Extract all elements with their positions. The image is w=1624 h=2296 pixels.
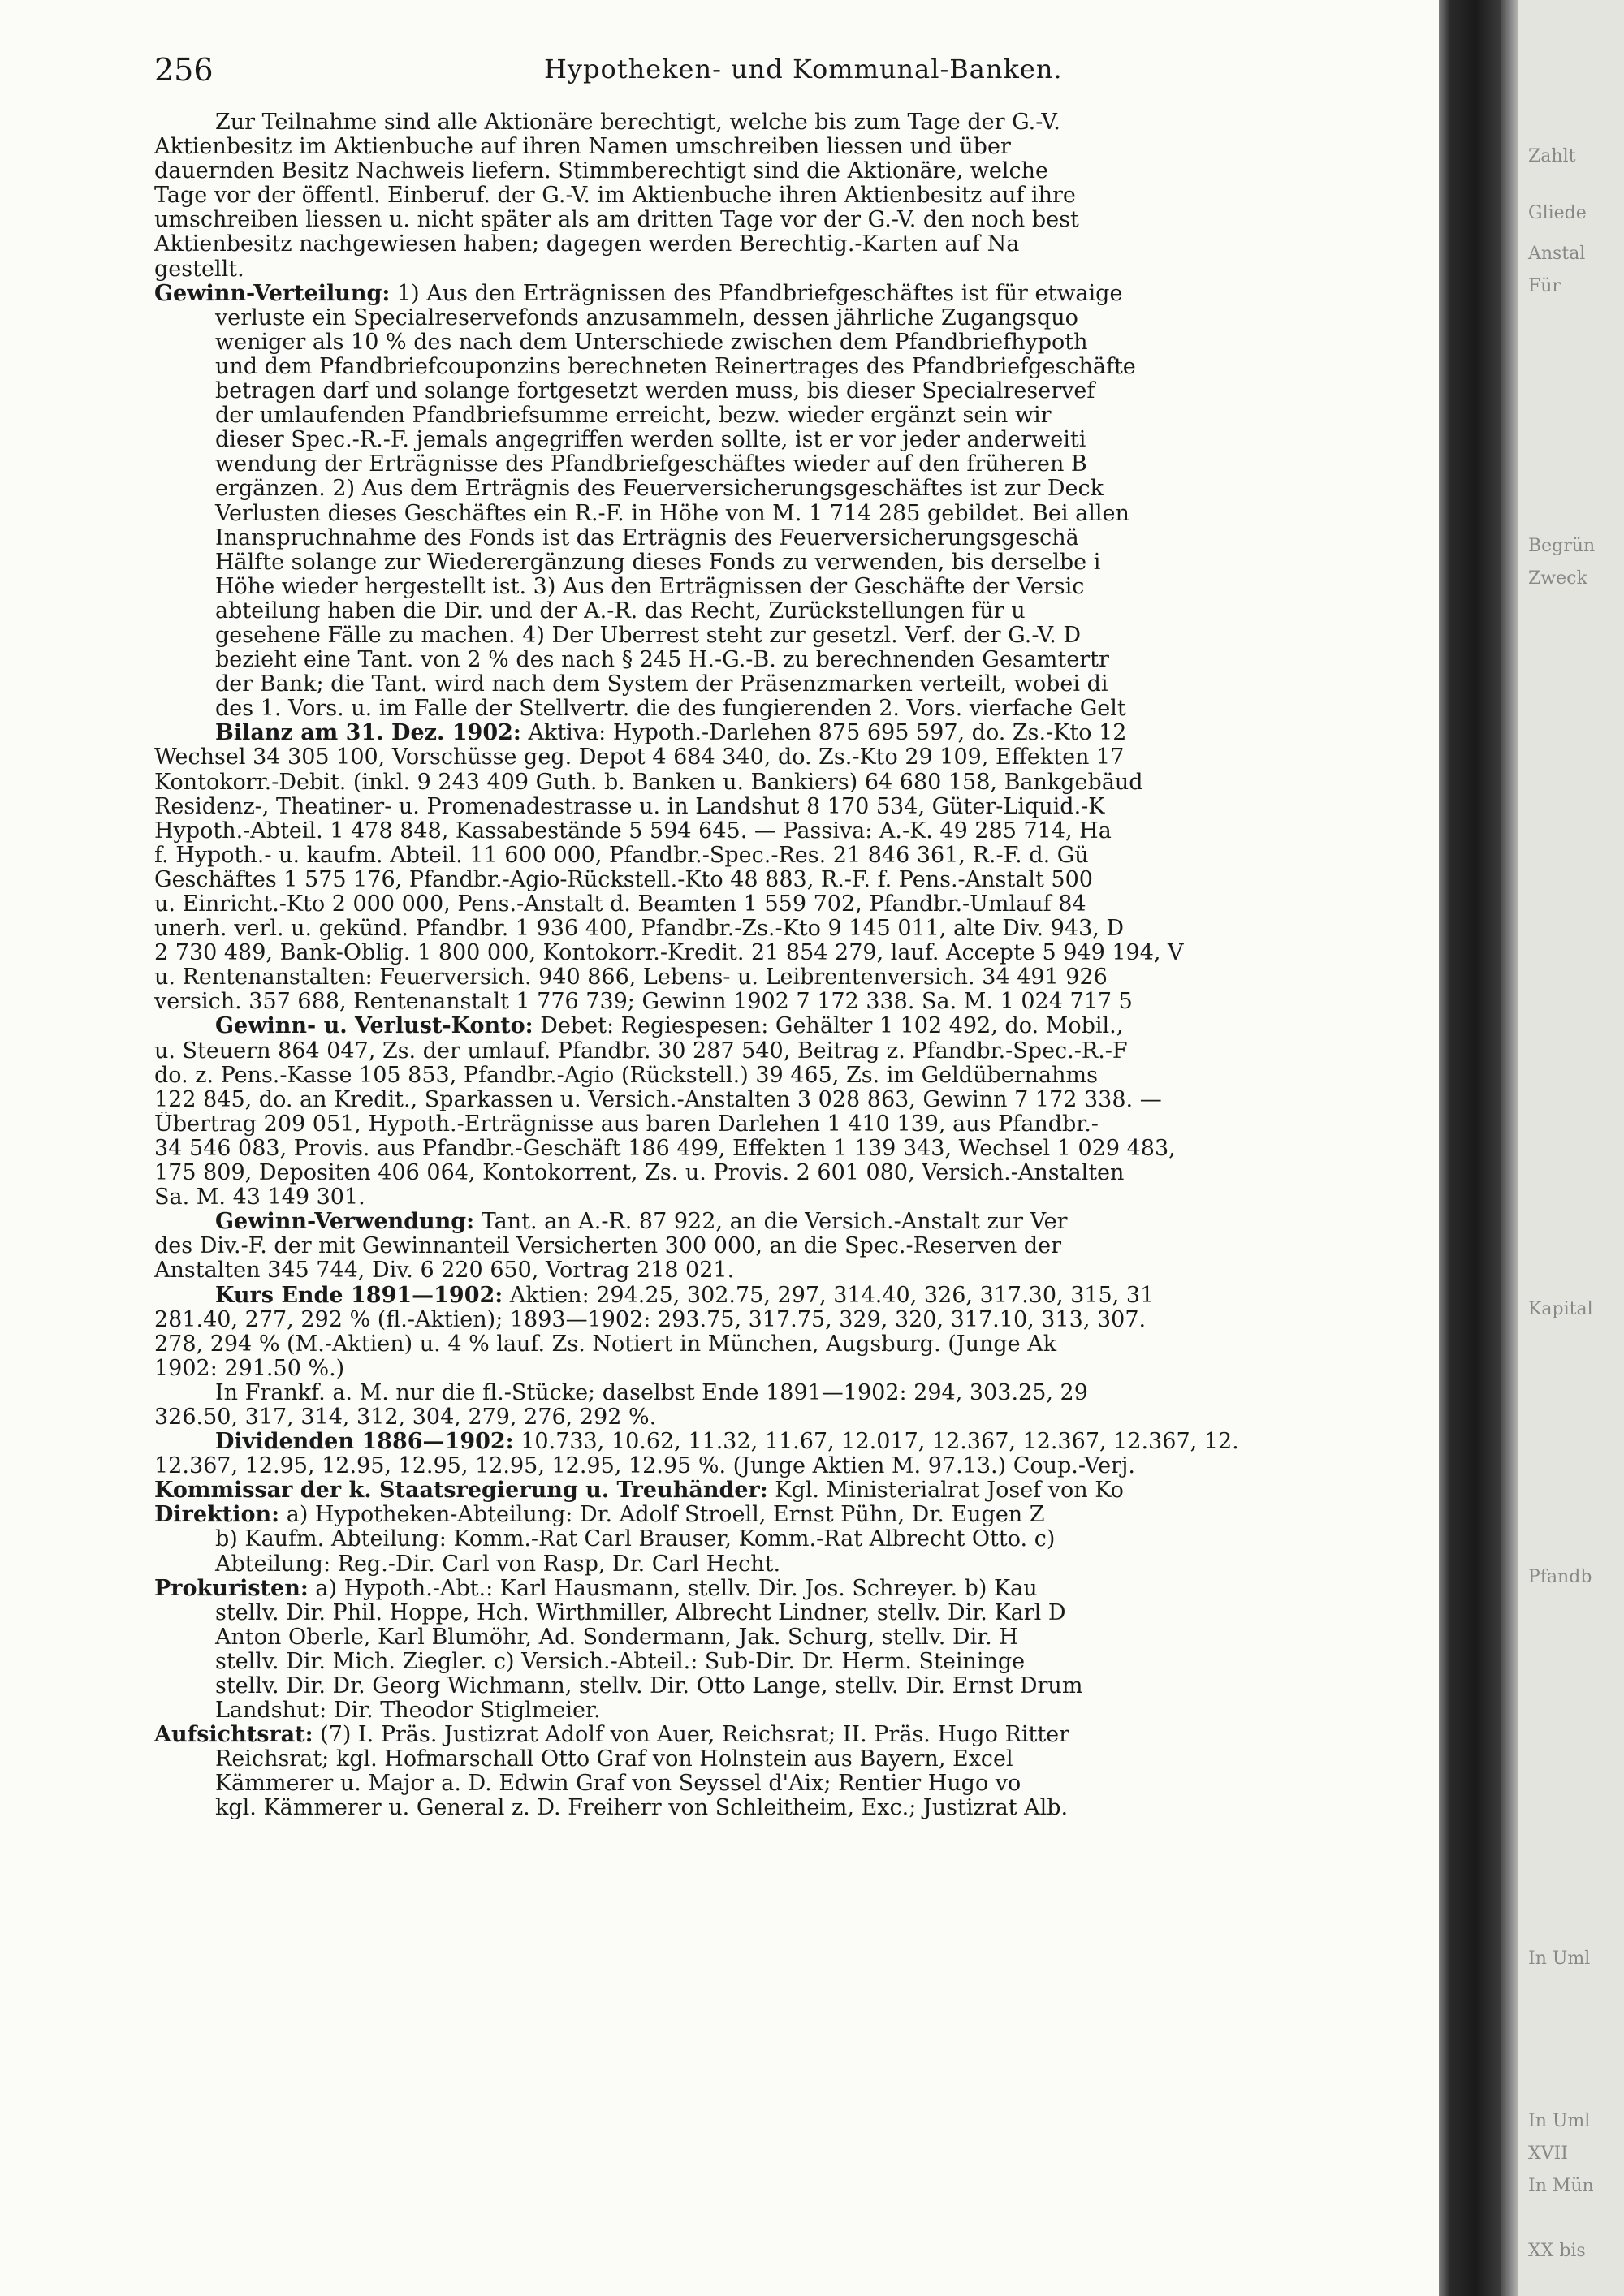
line-text: verluste ein Specialreservefonds anzusammeln, dessen jährliche Zugangsquo	[215, 305, 1078, 330]
text-line	[154, 1381, 1453, 1405]
section-heading: Direktion:	[154, 1503, 280, 1528]
line-text: wendung der Erträgnisse des Pfandbriefgeschäftes wieder auf den früheren B	[215, 452, 1087, 477]
line-text: 2 730 489, Bank-Oblig. 1 800 000, Kontokorr.-Kredit. 21 854 279, lauf. Accepte 5 949 194, V	[154, 941, 1184, 966]
text-line	[154, 917, 1453, 941]
text-line	[154, 1625, 1453, 1650]
text-line	[154, 428, 1453, 452]
text-line	[154, 1185, 1453, 1210]
line-text: gestellt.	[154, 257, 244, 282]
line-text: 326.50, 317, 314, 312, 304, 279, 276, 292 %.	[154, 1405, 657, 1430]
text-line	[154, 1039, 1453, 1064]
text-line	[154, 575, 1453, 599]
line-text: Inanspruchnahme des Fonds ist das Erträgnis des Feuerversicherungsgeschä	[215, 525, 1079, 550]
text-line	[154, 355, 1453, 379]
bleed-fragment: In Uml	[1528, 1949, 1591, 1969]
line-text: Zur Teilnahme sind alle Aktionäre berechtigt, welche bis zum Tage der G.-V.	[215, 110, 1060, 135]
section-heading: Aufsichtsrat:	[154, 1723, 313, 1748]
text-line	[154, 1210, 1453, 1234]
line-text: weniger als 10 % des nach dem Unterschiede zwischen dem Pfandbriefhypoth	[215, 330, 1088, 355]
section-heading: Gewinn- u. Verlust-Konto:	[215, 1014, 533, 1039]
text-line	[154, 1284, 1453, 1308]
paragraph	[154, 282, 1453, 722]
text-line	[154, 306, 1453, 330]
line-text: Kontokorr.-Debit. (inkl. 9 243 409 Guth. b. Banken u. Bankiers) 64 680 158, Bankgebäud	[154, 770, 1143, 795]
line-text: dieser Spec.-R.-F. jemals angegriffen werden sollte, ist er vor jeder anderweiti	[215, 428, 1086, 453]
text-line	[154, 1674, 1453, 1698]
bleed-fragment: In Mün	[1528, 2176, 1594, 2196]
line-text: 12.367, 12.95, 12.95, 12.95, 12.95, 12.95, 12.95 %. (Junge Aktien M. 97.13.) Coup.-Verj.	[154, 1454, 1135, 1479]
line-text: Reichsrat; kgl. Hofmarschall Otto Graf von Holnstein aus Bayern, Excel	[215, 1747, 1013, 1772]
line-text: stellv. Dir. Dr. Georg Wichmann, stellv. Dir. Otto Lange, stellv. Dir. Ernst Drum	[215, 1674, 1083, 1698]
text-line	[154, 1478, 1453, 1503]
page-body	[154, 110, 1453, 1821]
text-line	[154, 404, 1453, 428]
line-text: stellv. Dir. Mich. Ziegler. c) Versich.-Abteil.: Sub-Dir. Dr. Herm. Steininge	[215, 1649, 1026, 1674]
text-line	[154, 1234, 1453, 1258]
text-line	[154, 1527, 1453, 1552]
bleed-fragment: Zahlt	[1528, 146, 1576, 166]
text-line	[154, 208, 1453, 232]
line-text: 1902: 291.50 %.)	[154, 1356, 345, 1381]
text-line	[154, 550, 1453, 575]
line-text: In Frankf. a. M. nur die fl.-Stücke; daselbst Ende 1891—1902: 294, 303.25, 29	[215, 1380, 1088, 1405]
text-line	[154, 1650, 1453, 1674]
line-text: Tant. an A.-R. 87 922, an die Versich.-Anstalt zur Ver	[481, 1210, 1068, 1235]
text-line	[154, 1577, 1453, 1601]
bleed-fragment: XX bis	[1528, 2241, 1586, 2261]
line-text: do. z. Pens.-Kasse 105 853, Pfandbr.-Agio (Rückstell.) 39 465, Zs. im Geldübernahms	[154, 1063, 1098, 1088]
bleed-fragment: Für	[1528, 276, 1561, 296]
line-text: Sa. M. 43 149 301.	[154, 1185, 365, 1211]
text-line	[154, 1357, 1453, 1381]
line-text: u. Einricht.-Kto 2 000 000, Pens.-Anstalt d. Beamten 1 559 702, Pfandbr.-Umlauf 84	[154, 892, 1086, 917]
text-line	[154, 1747, 1453, 1772]
text-line	[154, 257, 1453, 282]
line-text: u. Rentenanstalten: Feuerversich. 940 866, Lebens- u. Leibrentenversich. 34 491 926	[154, 965, 1108, 990]
bleed-fragment: Pfandb	[1528, 1567, 1592, 1587]
line-text: 175 809, Depositen 406 064, Kontokorrent, Zs. u. Provis. 2 601 080, Versich.-Anstalten	[154, 1161, 1125, 1186]
text-line	[154, 1405, 1453, 1430]
text-line	[154, 502, 1453, 526]
paragraph	[154, 1284, 1453, 1381]
paragraph	[154, 1723, 1453, 1820]
text-line	[154, 795, 1453, 819]
line-text: Anstalten 345 744, Div. 6 220 650, Vortrag 218 021.	[154, 1258, 735, 1284]
line-text: Hypoth.-Abteil. 1 478 848, Kassabestände 5 594 645. — Passiva: A.-K. 49 285 714, Ha	[154, 818, 1112, 844]
section-heading: Dividenden 1886—1902:	[215, 1430, 514, 1455]
line-text: 10.733, 10.62, 11.32, 11.67, 12.017, 12.367, 12.367, 12.367, 12.	[520, 1430, 1239, 1455]
line-text: f. Hypoth.- u. kaufm. Abteil. 11 600 000, Pfandbr.-Spec.-Res. 21 846 361, R.-F. d. Gü	[154, 843, 1089, 868]
line-text: Landshut: Dir. Theodor Stiglmeier.	[215, 1698, 601, 1724]
line-text: Hälfte solange zur Wiederergänzung dieses Fonds zu verwenden, bis derselbe i	[215, 550, 1101, 575]
text-line	[154, 379, 1453, 404]
text-line	[154, 135, 1453, 159]
line-text: 278, 294 % (M.-Aktien) u. 4 % lauf. Zs. Notiert in München, Augsburg. (Junge Ak	[154, 1331, 1057, 1357]
text-line	[154, 819, 1453, 844]
section-heading: Prokuristen:	[154, 1576, 309, 1601]
section-heading: Gewinn-Verwendung:	[215, 1210, 475, 1235]
bleed-fragment: Zweck	[1528, 568, 1587, 589]
text-line	[154, 330, 1453, 355]
line-text: (7) I. Präs. Justizrat Adolf von Auer, Reichsrat; II. Präs. Hugo Ritter	[320, 1723, 1070, 1748]
text-line	[154, 1308, 1453, 1332]
text-line	[154, 624, 1453, 648]
line-text: Kämmerer u. Major a. D. Edwin Graf von Seyssel d'Aix; Rentier Hugo vo	[215, 1772, 1021, 1797]
text-line	[154, 110, 1453, 135]
line-text: Tage vor der öffentl. Einberuf. der G.-V. im Aktienbuche ihren Aktienbesitz auf ihre	[154, 183, 1076, 209]
text-line	[154, 1772, 1453, 1796]
text-line	[154, 232, 1453, 257]
line-text: gesehene Fälle zu machen. 4) Der Überrest steht zur gesetzl. Verf. der G.-V. D	[215, 623, 1082, 648]
text-line	[154, 477, 1453, 501]
line-text: stellv. Dir. Phil. Hoppe, Hch. Wirthmiller, Albrecht Lindner, stellv. Dir. Karl D	[215, 1600, 1066, 1625]
line-text: der Bank; die Tant. wird nach dem System der Präsenzmarken verteilt, wobei di	[215, 672, 1108, 697]
line-text: 1) Aus den Erträgnissen des Pfandbriefgeschäftes ist für etwaige	[396, 281, 1123, 306]
text-line	[154, 1430, 1453, 1454]
binding-gutter	[1439, 0, 1501, 2296]
line-text: Residenz-, Theatiner- u. Promenadestrasse u. in Landshut 8 170 534, Güter-Liquid.-K	[154, 794, 1105, 819]
line-text: Abteilung: Reg.-Dir. Carl von Rasp, Dr. Carl Hecht.	[215, 1552, 781, 1577]
line-text: Aktienbesitz im Aktienbuche auf ihren Namen umschreiben liessen und über	[154, 135, 1011, 160]
text-line	[154, 941, 1453, 965]
text-line	[154, 1258, 1453, 1283]
line-text: versich. 357 688, Rentenanstalt 1 776 739; Gewinn 1902 7 172 338. Sa. M. 1 024 717 5	[154, 990, 1133, 1015]
line-text: abteilung haben die Dir. und der A.-R. das Recht, Zurückstellungen für u	[215, 598, 1026, 624]
line-text: der umlaufenden Pfandbriefsumme erreicht, bezw. wieder ergänzt sein wir	[215, 404, 1052, 429]
paragraph	[154, 1381, 1453, 1430]
line-text: a) Hypotheken-Abteilung: Dr. Adolf Stroell, Ernst Pühn, Dr. Eugen Z	[286, 1503, 1045, 1528]
text-line	[154, 1552, 1453, 1577]
text-line	[154, 844, 1453, 868]
text-line	[154, 1014, 1453, 1038]
line-text: Wechsel 34 305 100, Vorschüsse geg. Depot 4 684 340, do. Zs.-Kto 29 109, Effekten 17	[154, 745, 1125, 770]
page-number: 256	[154, 52, 214, 88]
bleed-fragment: In Uml	[1528, 2111, 1591, 2131]
paragraph	[154, 721, 1453, 1014]
line-text: kgl. Kämmerer u. General z. D. Freiherr von Schleitheim, Exc.; Justizrat Alb.	[215, 1796, 1069, 1821]
line-text: Übertrag 209 051, Hypoth.-Erträgnisse aus baren Darlehen 1 410 139, aus Pfandbr.-	[154, 1111, 1099, 1137]
line-text: Aktien: 294.25, 302.75, 297, 314.40, 326, 317.30, 315, 31	[509, 1283, 1155, 1308]
line-text: bezieht eine Tant. von 2 % des nach § 245 H.-G.-B. zu berechnenden Gesamtertr	[215, 648, 1109, 673]
text-line	[154, 1796, 1453, 1820]
line-text: Kgl. Ministerialrat Josef von Ko	[775, 1478, 1124, 1504]
text-line	[154, 1454, 1453, 1478]
line-text: unerh. verl. u. gekünd. Pfandbr. 1 936 400, Pfandbr.-Zs.-Kto 9 145 011, alte Div. 943, D	[154, 917, 1125, 942]
text-line	[154, 672, 1453, 697]
line-text: 34 546 083, Provis. aus Pfandbr.-Geschäft 186 499, Effekten 1 139 343, Wechsel 1 029 483,	[154, 1136, 1176, 1161]
bleed-fragment: Anstal	[1528, 244, 1586, 264]
paragraph	[154, 1014, 1453, 1210]
line-text: ergänzen. 2) Aus dem Erträgnis des Feuerversicherungsgeschäftes ist zur Deck	[215, 477, 1104, 502]
line-text: und dem Pfandbriefcouponzins berechneten Reinertrages des Pfandbriefgeschäfte	[215, 354, 1136, 379]
running-head: Hypotheken- und Kommunal-Banken.	[544, 54, 1063, 84]
text-line	[154, 1332, 1453, 1357]
text-line	[154, 648, 1453, 672]
section-heading: Kommissar der k. Staatsregierung u. Treuhänder:	[154, 1478, 768, 1504]
line-text: b) Kaufm. Abteilung: Komm.-Rat Carl Brauser, Komm.-Rat Albrecht Otto. c)	[215, 1527, 1056, 1552]
text-line	[154, 770, 1453, 795]
line-text: Aktienbesitz nachgewiesen haben; dagegen werden Berechtig.-Karten auf Na	[154, 232, 1020, 257]
facing-page-bleed	[1518, 0, 1624, 2296]
line-text: Höhe wieder hergestellt ist. 3) Aus den Erträgnissen der Geschäfte der Versic	[215, 574, 1085, 599]
bleed-fragment: Gliede	[1528, 203, 1587, 223]
line-text: a) Hypoth.-Abt.: Karl Hausmann, stellv. Dir. Jos. Schreyer. b) Kau	[315, 1576, 1038, 1601]
paragraph	[154, 1577, 1453, 1724]
text-line	[154, 1112, 1453, 1137]
paragraph	[154, 1210, 1453, 1283]
page-header	[154, 52, 1437, 101]
section-heading: Kurs Ende 1891—1902:	[215, 1283, 503, 1308]
line-text: Verlusten dieses Geschäftes ein R.-F. in Höhe von M. 1 714 285 gebildet. Bei allen	[215, 501, 1129, 526]
text-line	[154, 1161, 1453, 1185]
line-text: des 1. Vors. u. im Falle der Stellvertr. die des fungierenden 2. Vors. vierfache Gelt	[215, 697, 1126, 722]
binding-gutter-edge	[1501, 0, 1518, 2296]
line-text: Debet: Regiespesen: Gehälter 1 102 492, do. Mobil.,	[540, 1014, 1124, 1039]
text-line	[154, 1088, 1453, 1112]
text-line	[154, 282, 1453, 306]
text-line	[154, 183, 1453, 208]
paragraph	[154, 1430, 1453, 1478]
paragraph	[154, 1503, 1453, 1576]
paragraph	[154, 1478, 1453, 1503]
line-text: 122 845, do. an Kredit., Sparkassen u. Versich.-Anstalten 3 028 863, Gewinn 7 172 338. —	[154, 1087, 1162, 1112]
text-line	[154, 990, 1453, 1014]
bleed-fragment: Kapital	[1528, 1299, 1593, 1319]
bleed-fragment: Begrün	[1528, 536, 1596, 556]
line-text: Aktiva: Hypoth.-Darlehen 875 695 597, do. Zs.-Kto 12	[528, 721, 1127, 746]
text-line	[154, 745, 1453, 770]
text-line	[154, 721, 1453, 745]
text-line	[154, 599, 1453, 624]
text-line	[154, 1601, 1453, 1625]
line-text: des Div.-F. der mit Gewinnanteil Versicherten 300 000, an die Spec.-Reserven der	[154, 1234, 1062, 1259]
text-line	[154, 1137, 1453, 1161]
text-line	[154, 526, 1453, 550]
text-line	[154, 892, 1453, 917]
text-line	[154, 1064, 1453, 1088]
line-text: dauernden Besitz Nachweis liefern. Stimmberechtigt sind die Aktionäre, welche	[154, 159, 1048, 184]
line-text: umschreiben liessen u. nicht später als am dritten Tage vor der G.-V. den noch best	[154, 208, 1079, 233]
section-heading: Bilanz am 31. Dez. 1902:	[215, 721, 521, 746]
text-line	[154, 868, 1453, 892]
text-line	[154, 452, 1453, 477]
line-text: Geschäftes 1 575 176, Pfandbr.-Agio-Rückstell.-Kto 48 883, R.-F. f. Pens.-Anstalt 500	[154, 867, 1093, 892]
section-heading: Gewinn-Verteilung:	[154, 281, 391, 306]
text-line	[154, 1503, 1453, 1527]
paragraph	[154, 110, 1453, 282]
bleed-fragment: XVII	[1528, 2143, 1568, 2164]
text-line	[154, 1723, 1453, 1747]
line-text: Anton Oberle, Karl Blumöhr, Ad. Sondermann, Jak. Schurg, stellv. Dir. H	[215, 1625, 1018, 1650]
line-text: 281.40, 277, 292 % (fl.-Aktien); 1893—1902: 293.75, 317.75, 329, 320, 317.10, 313, 307.	[154, 1307, 1147, 1332]
text-line	[154, 1698, 1453, 1723]
text-line	[154, 965, 1453, 990]
line-text: betragen darf und solange fortgesetzt werden muss, bis dieser Specialreservef	[215, 379, 1095, 404]
line-text: u. Steuern 864 047, Zs. der umlauf. Pfandbr. 30 287 540, Beitrag z. Pfandbr.-Spec.-R.-F	[154, 1038, 1128, 1064]
text-line	[154, 159, 1453, 183]
text-line	[154, 697, 1453, 721]
